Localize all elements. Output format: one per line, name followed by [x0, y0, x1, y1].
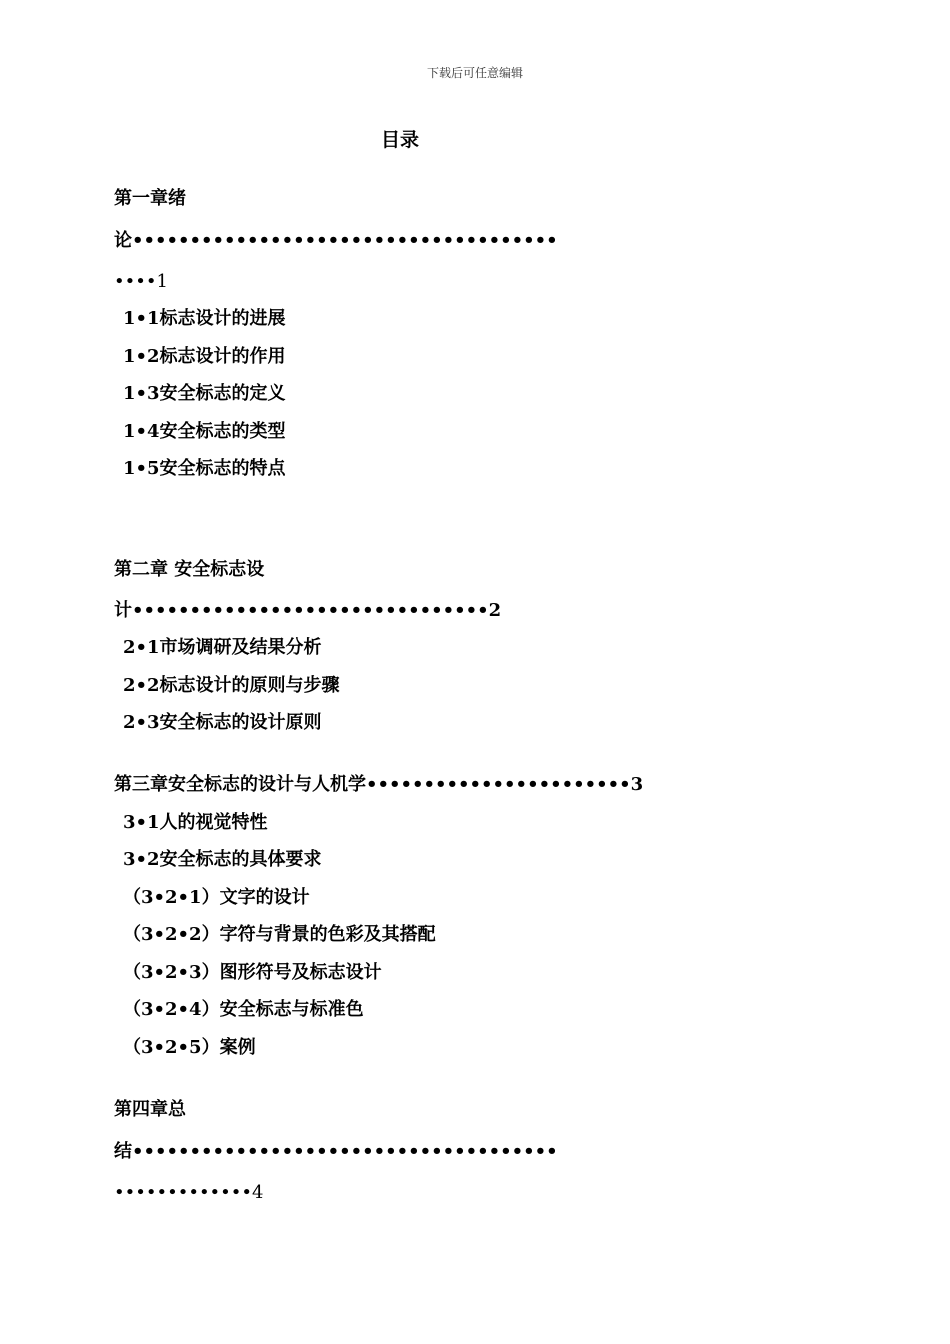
toc-subsection-3-2-4: （3•2•4）安全标志与标准色 — [123, 999, 364, 1020]
toc-subsection-3-2-2: （3•2•2）字符与背景的色彩及其搭配 — [123, 924, 436, 945]
toc-chapter-2-leader: 计•••••••••••••••••••••••••••••••2 — [114, 600, 502, 621]
toc-section-2-2: 2•2标志设计的原则与步骤 — [123, 675, 340, 696]
toc-section-3-1: 3•1人的视觉特性 — [123, 812, 268, 833]
toc-subsection-3-2-3: （3•2•3）图形符号及标志设计 — [123, 962, 382, 983]
toc-section-2-1: 2•1市场调研及结果分析 — [123, 637, 322, 658]
toc-chapter-1-title: 第一章绪 — [114, 188, 186, 209]
toc-section-1-3: 1•3安全标志的定义 — [123, 383, 286, 404]
toc-chapter-1-page: ••••1 — [114, 271, 168, 292]
toc-section-1-2: 1•2标志设计的作用 — [123, 346, 286, 367]
toc-title: 目录 — [380, 129, 419, 151]
toc-chapter-3: 第三章安全标志的设计与人机学•••••••••••••••••••••••3 — [114, 774, 644, 795]
toc-chapter-4-title: 第四章总 — [114, 1099, 186, 1120]
toc-chapter-4-leader: 结••••••••••••••••••••••••••••••••••••• — [114, 1141, 558, 1162]
toc-chapter-1-leader: 论••••••••••••••••••••••••••••••••••••• — [114, 230, 558, 251]
toc-section-1-4: 1•4安全标志的类型 — [123, 421, 286, 442]
toc-subsection-3-2-5: （3•2•5）案例 — [123, 1037, 256, 1058]
page-header-note: 下载后可任意编辑 — [426, 66, 523, 80]
toc-chapter-2-title: 第二章 安全标志设 — [114, 559, 265, 580]
toc-section-1-5: 1•5安全标志的特点 — [123, 458, 286, 479]
toc-section-2-3: 2•3安全标志的设计原则 — [123, 712, 322, 733]
toc-section-3-2: 3•2安全标志的具体要求 — [123, 849, 322, 870]
toc-subsection-3-2-1: （3•2•1）文字的设计 — [123, 887, 310, 908]
toc-chapter-4-page: •••••••••••••4 — [114, 1182, 264, 1203]
toc-section-1-1: 1•1标志设计的进展 — [123, 308, 286, 329]
